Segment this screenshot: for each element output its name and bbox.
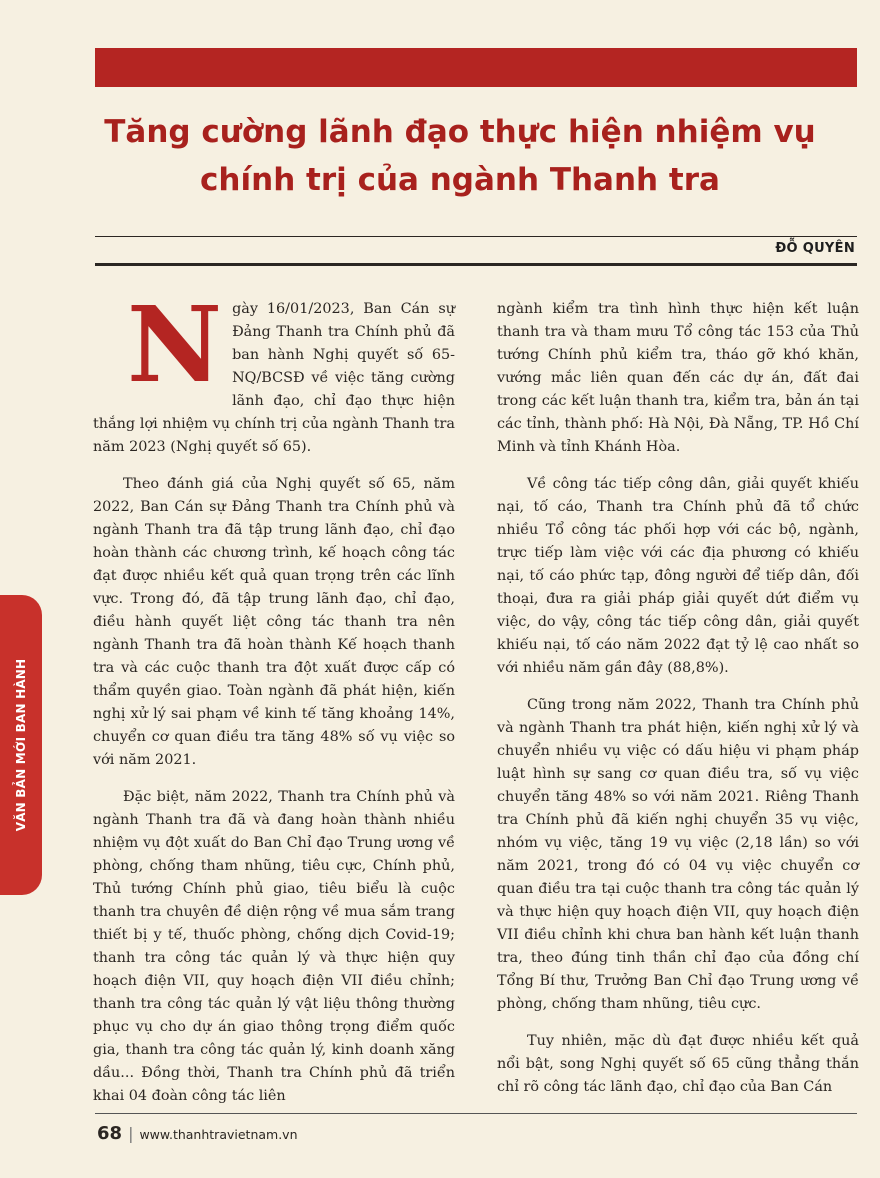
title-divider xyxy=(95,236,857,237)
section-tab-label: VĂN BẢN MỚI BAN HÀNH xyxy=(14,658,28,832)
title-line-2: chính trị của ngành Thanh tra xyxy=(200,162,720,198)
article-column-right xyxy=(497,298,859,1113)
section-tab xyxy=(0,595,42,895)
page-footer xyxy=(97,1123,298,1144)
footer-divider xyxy=(95,1113,857,1114)
paragraph: Đặc biệt, năm 2022, Thanh tra Chính phủ và ngành Thanh tra đã và đang hoàn thành nhiều nhiệm vụ đột xuất do Ban Chỉ đạo Trung ương về phòng, chống tham nhũng, tiêu cực, Chính phủ, Thủ tướng Chính phủ giao, tiêu biểu là cuộc thanh tra chuyên đề diện rộng về mua sắm trang thiết bị y tế, thuốc phòng, chống dịch Covid-19; thanh tra công tác quản lý và thực hiện quy hoạch điện VII, quy hoạch điện VII điều chỉnh; thanh tra công tác quản lý vật liệu thông thường phục vụ cho dự án giao thông trọng điểm quốc gia, thanh tra công tác quản lý, kinh doanh xăng dầu... Đồng thời, Thanh tra Chính phủ đã triển khai 04 đoàn công tác liên xyxy=(93,789,455,1104)
paragraph: Cũng trong năm 2022, Thanh tra Chính phủ và ngành Thanh tra phát hiện, kiến nghị xử lý và chuyển nhiều vụ việc có dấu hiệu vi phạm pháp luật hình sự sang cơ quan điều tra, số vụ việc chuyển tăng 48% so với năm 2021. Riêng Thanh tra Chính phủ đã kiến nghị chuyển 35 vụ việc, nhóm vụ việc, tăng 19 vụ việc (2,18 lần) so với năm 2021, trong đó có 04 vụ việc chuyển cơ quan điều tra tại cuộc thanh tra công tác quản lý và thực hiện quy hoạch điện VII, quy hoạch điện VII điều chỉnh khi chưa ban hành kết luận thanh tra, theo đúng tinh thần chỉ đạo của đồng chí Tổng Bí thư, Trưởng Ban Chỉ đạo Trung ương về phòng, chống tham nhũng, tiêu cực. xyxy=(497,697,859,1012)
title-line-1: Tăng cường lãnh đạo thực hiện nhiệm vụ xyxy=(104,114,816,150)
paragraph: Theo đánh giá của Nghị quyết số 65, năm 2022, Ban Cán sự Đảng Thanh tra Chính phủ và ngành Thanh tra đã tập trung lãnh đạo, chỉ đạo hoàn thành các chương trình, kế hoạch công tác đạt được nhiều kết quả quan trọng trên các lĩnh vực. Trong đó, đã tập trung lãnh đạo, chỉ đạo, điều hành quyết liệt công tác thanh tra nên ngành Thanh tra đã hoàn thành Kế hoạch thanh tra và các cuộc thanh tra đột xuất được cấp có thẩm quyền giao. Toàn ngành đã phát hiện, kiến nghị xử lý sai phạm về kinh tế tăng khoảng 14%, chuyển cơ quan điều tra tăng 48% số vụ việc so với năm 2021. xyxy=(93,476,455,768)
page-number: 68 xyxy=(97,1123,123,1144)
article-title xyxy=(60,108,860,204)
paragraph: Về công tác tiếp công dân, giải quyết khiếu nại, tố cáo, Thanh tra Chính phủ đã tổ chức nhiều Tổ công tác phối hợp với các bộ, ngành, trực tiếp làm việc với các địa phương có khiếu nại, tố cáo phức tạp, đông người để tiếp dân, đối thoại, đưa ra giải pháp giải quyết dứt điểm vụ việc, do vậy, công tác tiếp công dân, giải quyết khiếu nại, tố cáo năm 2022 đạt tỷ lệ cao nhất so với nhiều năm gần đây (88,8%). xyxy=(497,476,859,676)
header-color-bar xyxy=(95,48,857,87)
author-byline: ĐỖ QUYÊN xyxy=(775,241,855,256)
paragraph: Tuy nhiên, mặc dù đạt được nhiều kết quả nổi bật, song Nghị quyết số 65 cũng thẳng thắn chỉ rõ công tác lãnh đạo, chỉ đạo của Ban Cán xyxy=(497,1033,859,1095)
website-link[interactable]: www.thanhtravietnam.vn xyxy=(139,1127,298,1142)
lead-text: gày 16/01/2023, Ban Cán sự Đảng Thanh tra Chính phủ đã ban hành Nghị quyết số 65-NQ/BCSĐ về việc tăng cường lãnh đạo, chỉ đạo thực hiện thắng lợi nhiệm vụ chính trị của ngành Thanh tra năm 2023 (Nghị quyết số 65). xyxy=(93,301,455,455)
drop-cap: N xyxy=(127,283,223,406)
byline-divider xyxy=(95,263,857,266)
paragraph: ngành kiểm tra tình hình thực hiện kết luận thanh tra và tham mưu Tổ công tác 153 của Thủ tướng Chính phủ kiểm tra, tháo gỡ khó khăn, vướng mắc liên quan đến các dự án, đất đai trong các kết luận thanh tra, kiểm tra, bản án tại các tỉnh, thành phố: Hà Nội, Đà Nẵng, TP. Hồ Chí Minh và tỉnh Khánh Hòa. xyxy=(497,301,859,455)
article-column-left xyxy=(93,283,455,1122)
lead-paragraph xyxy=(93,283,455,459)
footer-separator: | xyxy=(128,1124,134,1143)
